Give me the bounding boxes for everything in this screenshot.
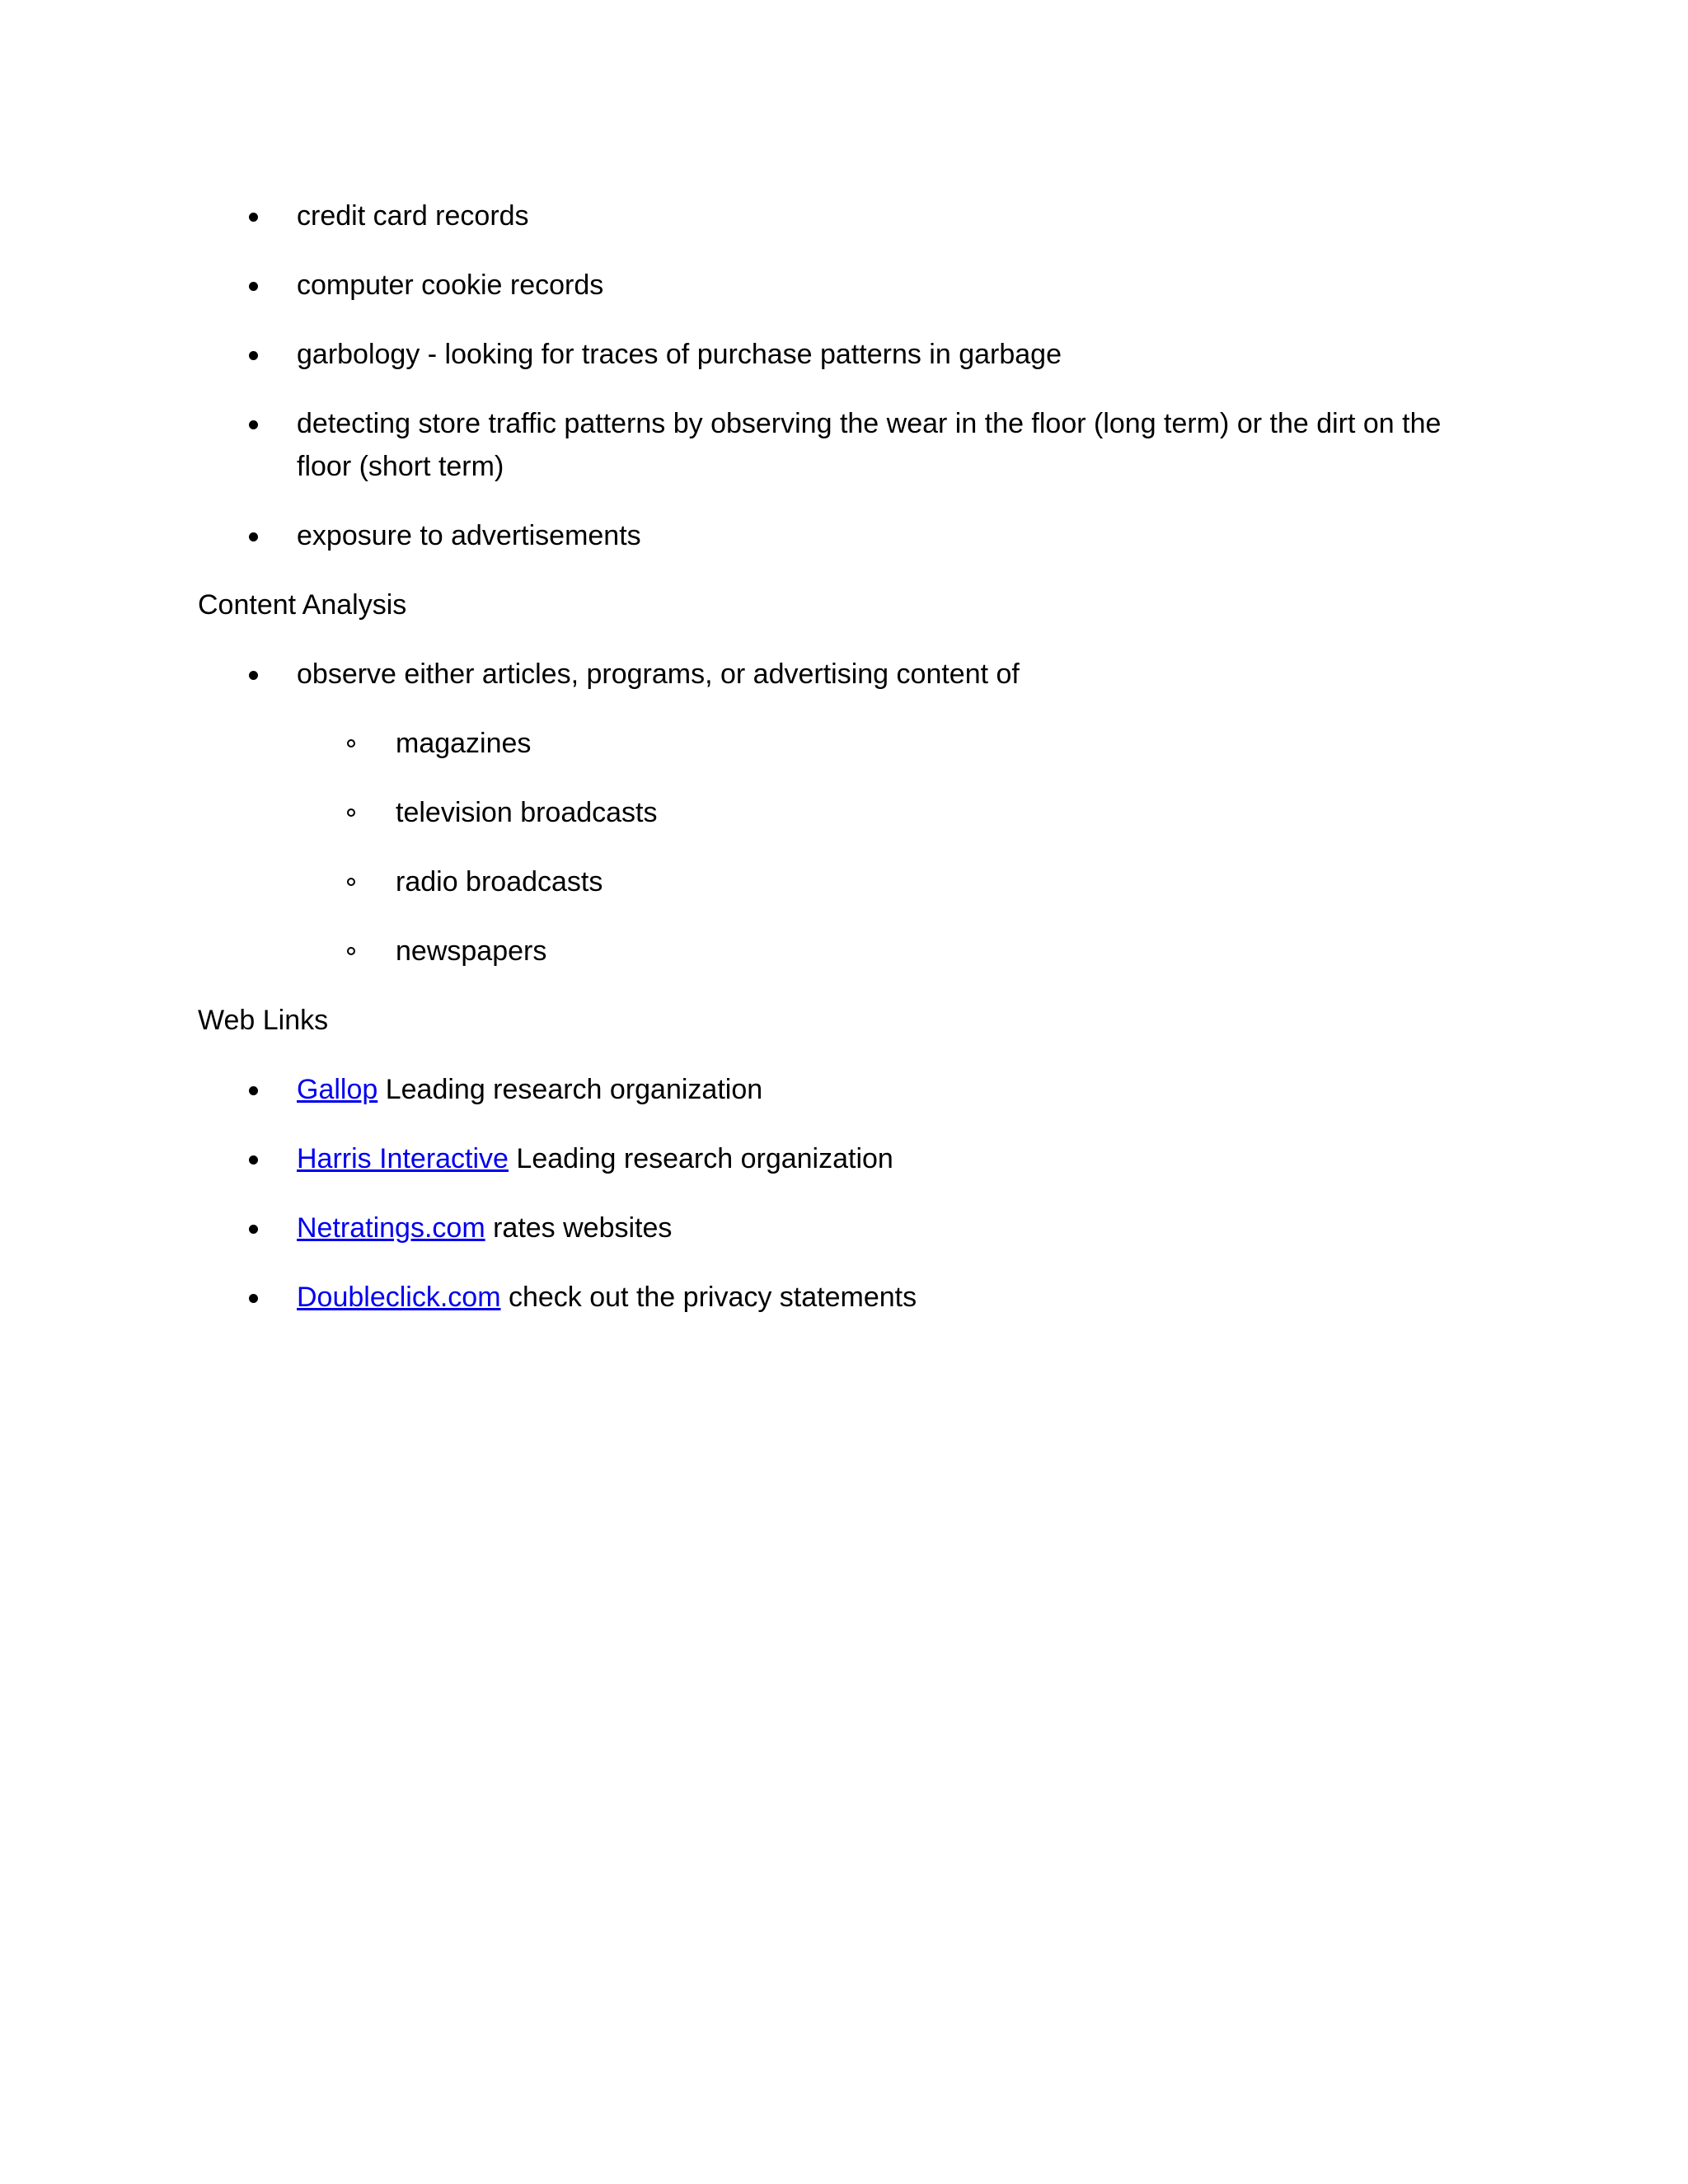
list-item-text: observe either articles, programs, or advertising content of [297, 658, 1020, 690]
list-item [198, 264, 1500, 307]
list-item-text: garbology - looking for traces of purchase patterns in garbage [297, 339, 1062, 370]
sublist-item-text: newspapers [396, 935, 547, 967]
sublist-item [198, 930, 1500, 972]
sublist-item-text: magazines [396, 728, 532, 759]
web-link-description: check out the privacy statements [500, 1282, 917, 1313]
list-item-text: detecting store traffic patterns by observing the wear in the floor (long term) or the dirt on the floor (short term) [297, 408, 1442, 482]
web-link-item [198, 1137, 1500, 1180]
list-item [198, 514, 1500, 557]
sublist-item [198, 722, 1500, 765]
web-link-description: Leading research organization [508, 1143, 893, 1174]
web-link-description: rates websites [485, 1212, 673, 1244]
web-links-list [198, 1068, 1500, 1319]
content-analysis-heading: Content Analysis [198, 589, 407, 621]
sublist-item [198, 791, 1500, 834]
content-analysis-list [198, 653, 1500, 972]
list-item [198, 653, 1500, 972]
gallop-link[interactable]: Gallop [297, 1074, 378, 1105]
sublist-item-text: television broadcasts [396, 797, 658, 828]
web-link-description: Leading research organization [377, 1074, 763, 1105]
list-item-text: credit card records [297, 200, 529, 232]
list-item [198, 194, 1500, 237]
list-item-text: exposure to advertisements [297, 520, 641, 551]
list-item [198, 402, 1500, 488]
list-item [198, 333, 1500, 376]
sublist-item-text: radio broadcasts [396, 866, 603, 898]
web-link-item [198, 1207, 1500, 1249]
netratings-link[interactable]: Netratings.com [297, 1212, 485, 1244]
list-item-text: computer cookie records [297, 269, 604, 301]
web-link-item [198, 1276, 1500, 1319]
harris-interactive-link[interactable]: Harris Interactive [297, 1143, 509, 1174]
observation-methods-list [198, 194, 1500, 557]
web-links-heading: Web Links [198, 1005, 329, 1036]
sublist-item [198, 860, 1500, 903]
doubleclick-link[interactable]: Doubleclick.com [297, 1282, 501, 1313]
web-link-item [198, 1068, 1500, 1111]
media-sublist [198, 722, 1500, 972]
document-content [198, 194, 1500, 1345]
